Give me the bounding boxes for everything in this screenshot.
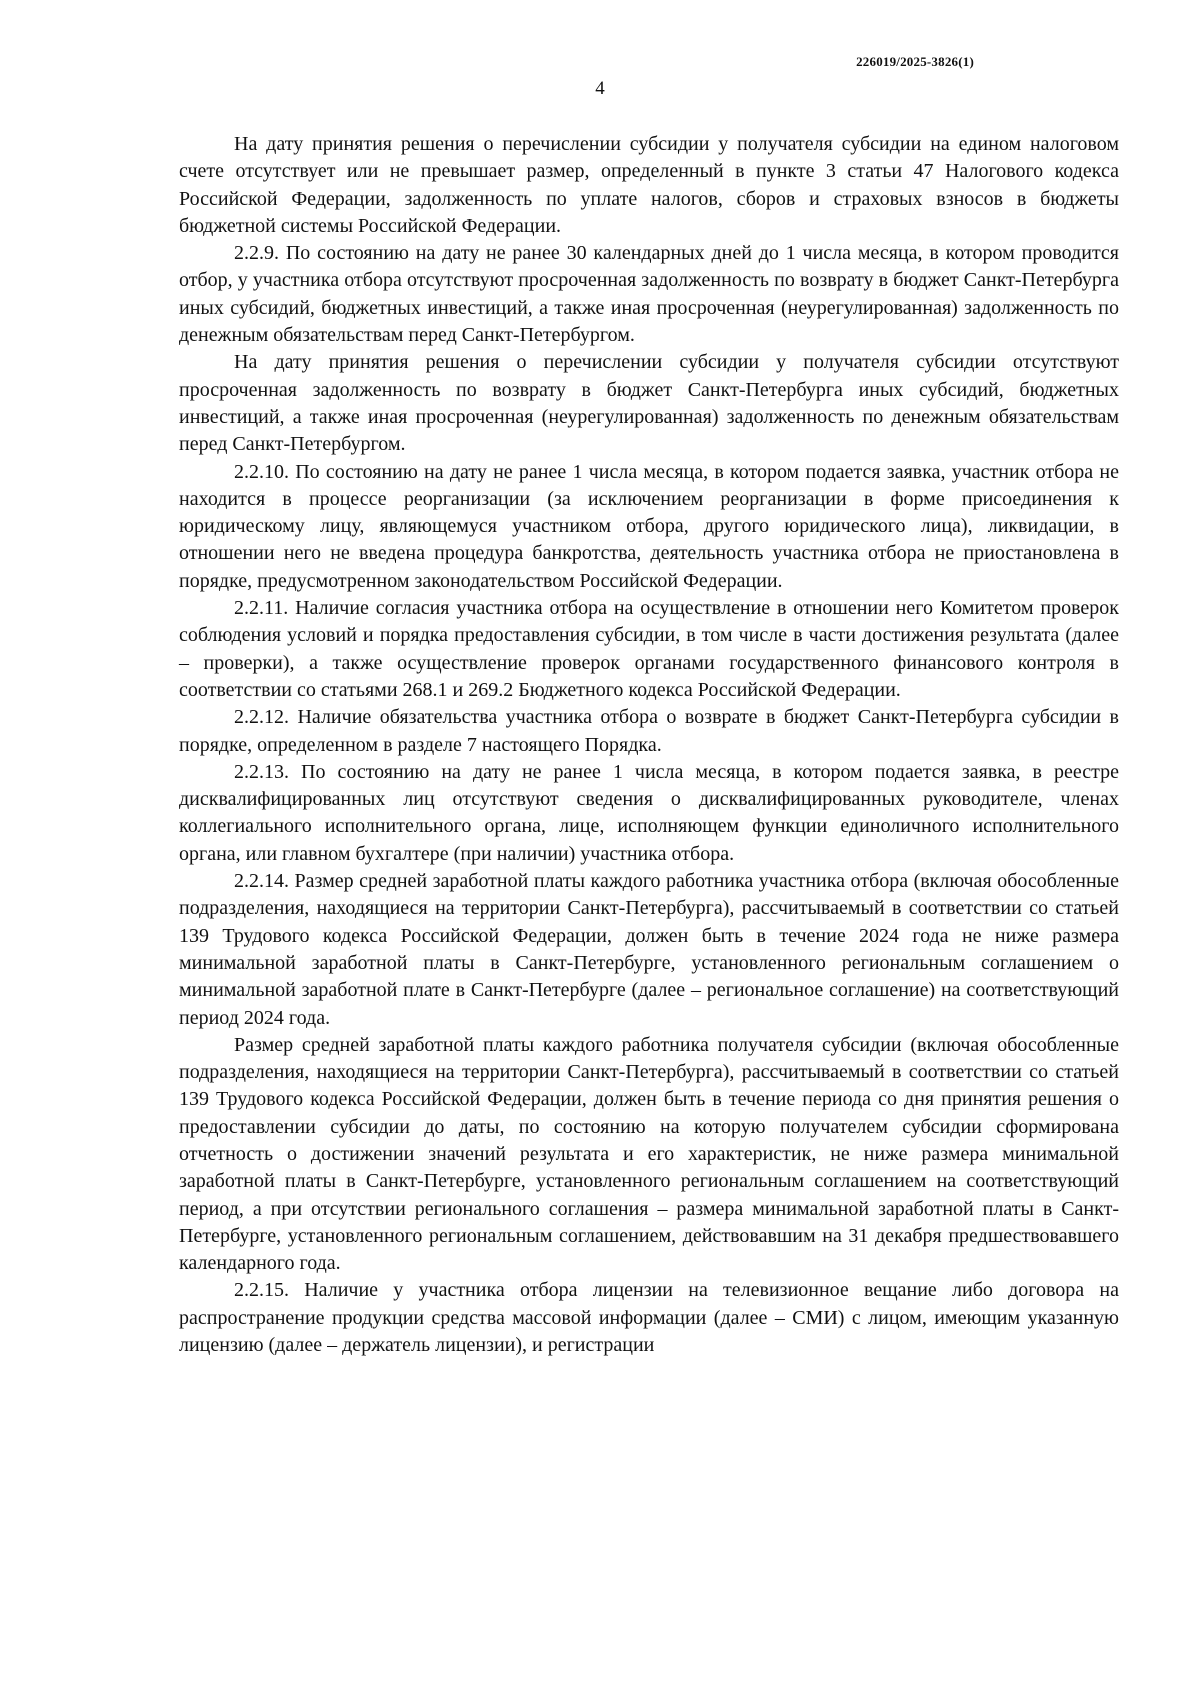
page-number: 4 <box>595 78 605 99</box>
paragraph-average-salary: Размер средней заработной платы каждого работника получателя субсидии (включая обособленные подразделения, находящиеся на территории Санкт-Петербурга), рассчитываемый в соответствии со статьей 139 Трудового кодекса Российской Федерации, должен быть в течение периода со дня принятия решения о предоставлении субсидии до даты, по состоянию на которую получателем субсидии сформирована отчетность о достижении значений результата и его характеристик, не ниже размера минимальной заработной платы в Санкт-Петербурге, установленного региональным соглашением на соответствующий период, а при отсутствии регионального соглашения – размера минимальной заработной платы в Санкт-Петербурге, установленного региональным соглашением, действовавшим на 31 декабря предшествовавшего календарного года. <box>179 1033 1119 1275</box>
paragraph-tax-debt: На дату принятия решения о перечислении субсидии у получателя субсидии на едином налоговом счете отсутствует или не превышает размер, определенный в пункте 3 статьи 47 Налогового кодекса Российской Федерации, задолженность по уплате налогов, сборов и страховых взносов в бюджеты бюджетной системы Российской Федерации. <box>179 133 1119 237</box>
document-body <box>179 131 1119 1359</box>
paragraph-2-2-14: 2.2.14. Размер средней заработной платы каждого работника участника отбора (включая обособленные подразделения, находящиеся на территории Санкт-Петербурга), рассчитываемый в соответствии со статьей 139 Трудового кодекса Российской Федерации, должен быть в течение 2024 года не ниже размера минимальной заработной платы в Санкт-Петербурге, установленного региональным соглашением о минимальной заработной плате в Санкт-Петербурге (далее – региональное соглашение) на соответствующий период 2024 года. <box>179 870 1119 1029</box>
paragraph-2-2-9: 2.2.9. По состоянию на дату не ранее 30 календарных дней до 1 числа месяца, в котором проводится отбор, у участника отбора отсутствуют просроченная задолженность по возврату в бюджет Санкт-Петербурга иных субсидий, бюджетных инвестиций, а также иная просроченная (неурегулированная) задолженность по денежным обязательствам перед Санкт-Петербургом. <box>179 242 1119 347</box>
paragraph-2-2-11: 2.2.11. Наличие согласия участника отбора на осуществление в отношении него Комитетом проверок соблюдения условий и порядка предоставления субсидии, в том числе в части достижения результата (далее – проверки), а также осуществление проверок органами государственного финансового контроля в соответствии со статьями 268.1 и 269.2 Бюджетного кодекса Российской Федерации. <box>179 597 1119 701</box>
paragraph-2-2-15: 2.2.15. Наличие у участника отбора лицензии на телевизионное вещание либо договора на распространение продукции средства массовой информации (далее – СМИ) с лицом, имеющим указанную лицензию (далее – держатель лицензии), и регистрации <box>179 1279 1119 1357</box>
paragraph-2-2-13: 2.2.13. По состоянию на дату не ранее 1 числа месяца, в котором подается заявка, в реестре дисквалифицированных лиц отсутствуют сведения о дисквалифицированных руководителе, членах коллегиального исполнительного органа, лице, исполняющем функции единоличного исполнительного органа, или главном бухгалтере (при наличии) участника отбора. <box>179 760 1119 865</box>
paragraph-overdue-debt: На дату принятия решения о перечислении субсидии у получателя субсидии отсутствуют просроченная задолженность по возврату в бюджет Санкт-Петербурга иных субсидий, бюджетных инвестиций, а также иная просроченная (неурегулированная) задолженность по денежным обязательствам перед Санкт-Петербургом. <box>179 351 1119 456</box>
paragraph-2-2-10: 2.2.10. По состоянию на дату не ранее 1 числа месяца, в котором подается заявка, участник отбора не находится в процессе реорганизации (за исключением реорганизации в форме присоединения к юридическому лицу, являющемуся участником отбора, другого юридического лица), ликвидации, в отношении него не введена процедура банкротства, деятельность участника отбора не приостановлена в порядке, предусмотренном законодательством Российской Федерации. <box>179 460 1119 592</box>
document-id: 226019/2025-3826(1) <box>856 54 974 69</box>
paragraph-2-2-12: 2.2.12. Наличие обязательства участника отбора о возврате в бюджет Санкт-Петербурга субсидии в порядке, определенном в разделе 7 настоящего Порядка. <box>179 706 1119 756</box>
